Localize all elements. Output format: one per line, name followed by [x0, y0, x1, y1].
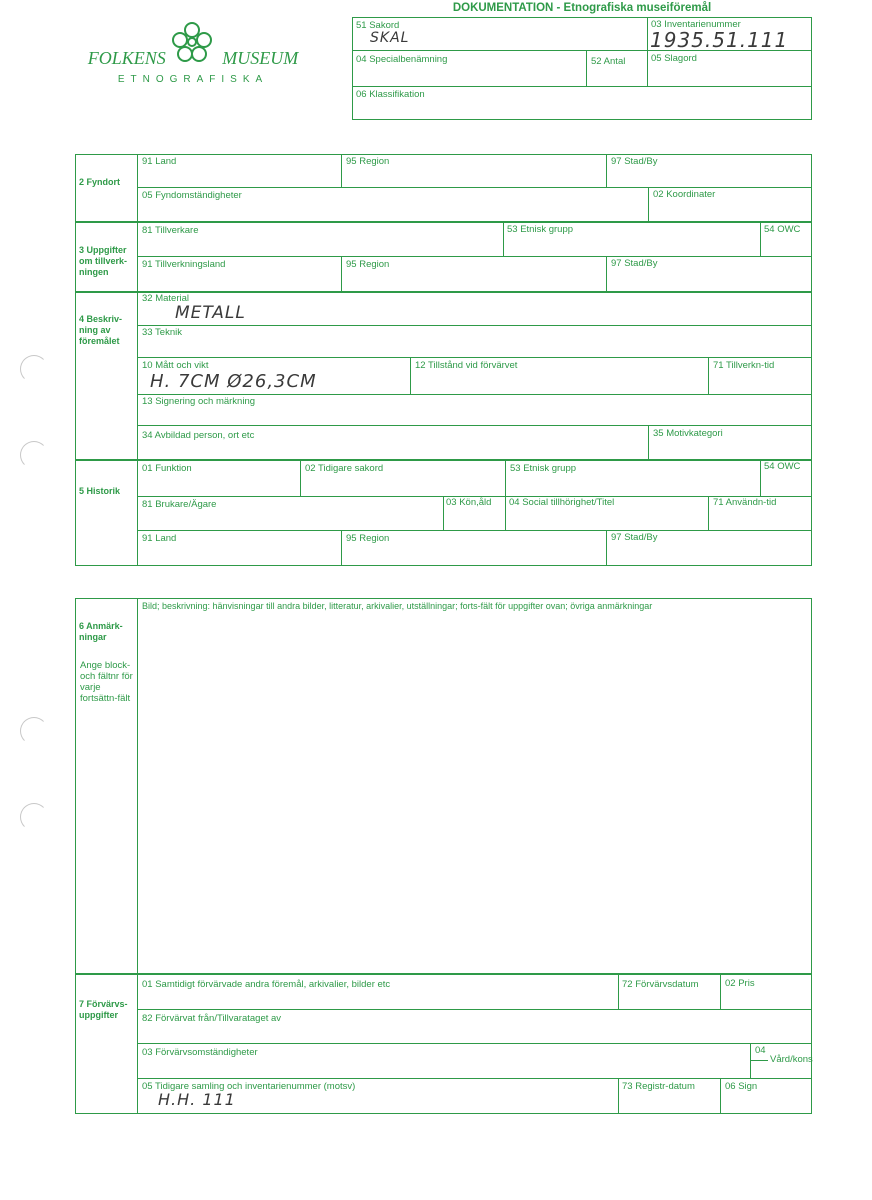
s5-kon-ald: 03 Kön,åld — [446, 497, 492, 508]
s5-owc: 54 OWC — [764, 461, 801, 472]
s3-tillverkningsland: 91 Tillverkningsland — [142, 259, 226, 270]
s5-region: 95 Region — [346, 533, 390, 544]
section-7-title: 7 Förvärvs-uppgifter — [79, 999, 128, 1020]
s7-vard-kons: Vård/kons — [770, 1054, 813, 1065]
s5-funktion: 01 Funktion — [142, 463, 192, 474]
field-04-specialbenamning: 04 Specialbenämning — [356, 54, 448, 65]
section-4-title: 4 Beskriv-ning av föremålet — [79, 314, 123, 346]
s4-matt-och-vikt: 10 Mått och vikt — [142, 360, 209, 371]
field-06-klassifikation: 06 Klassifikation — [356, 89, 425, 100]
punch-hole-mark — [20, 803, 48, 831]
museum-logo — [88, 18, 308, 93]
s2-region: 95 Region — [346, 156, 390, 167]
s6-text: Bild; beskrivning: hänvisningar till andra bilder, litteratur, arkivalier, utställningar; forts-fält för uppgifter ovan; övriga anmärkningar — [142, 601, 653, 611]
field-05-slagord: 05 Slagord — [651, 53, 697, 64]
punch-hole-mark — [20, 355, 48, 383]
s4-avbildad: 34 Avbildad person, ort etc — [142, 430, 255, 441]
s5-social: 04 Social tillhörighet/Titel — [509, 497, 615, 508]
s7-vard-number: 04 — [755, 1045, 766, 1056]
logo-sub: ETNOGRAFISKA — [117, 74, 269, 85]
punch-hole-mark — [20, 717, 48, 745]
s2-koordinater: 02 Koordinater — [653, 189, 716, 200]
s7-tidigare-samling-value: H.H. 111 — [158, 1090, 236, 1109]
s4-tillstand: 12 Tillstånd vid förvärvet — [415, 360, 518, 371]
s7-tidigare-samling: 05 Tidigare samling och inventarienummer (motsv) — [142, 1081, 356, 1092]
s7-samtidigt: 01 Samtidigt förvärvade andra föremål, arkivalier, bilder etc — [142, 979, 391, 990]
s3-stad: 97 Stad/By — [611, 258, 658, 269]
s4-matt-value: H. 7CM Ø26,3CM — [150, 371, 317, 392]
s3-tillverkare: 81 Tillverkare — [142, 225, 199, 236]
s5-brukare: 81 Brukare/Ägare — [142, 499, 217, 510]
s4-material: 32 Material — [142, 293, 189, 304]
s4-signering: 13 Signering och märkning — [142, 396, 256, 407]
s5-anvandn-tid: 71 Användn-tid — [713, 497, 777, 508]
s7-sign: 06 Sign — [725, 1081, 758, 1092]
s6-note: Ange block-och fältnr för varje fortsättn-fält — [80, 660, 133, 704]
section-2-title: 2 Fyndort — [79, 177, 121, 187]
section-5-title: 5 Historik — [79, 486, 121, 496]
punch-hole-mark — [20, 441, 48, 469]
page-title: DOKUMENTATION - Etnografiska museiföremål — [452, 2, 712, 14]
s5-tidigare-sakord: 02 Tidigare sakord — [305, 463, 384, 474]
s7-registr-datum: 73 Registr-datum — [622, 1081, 695, 1092]
section-2-fyndort — [75, 154, 812, 222]
logo-brand: FOLKENS MUSEUM — [87, 48, 299, 68]
s2-land: 91 Land — [142, 156, 177, 167]
field-51-sakord: 51 Sakord — [356, 20, 400, 31]
section-3-title: 3 Uppgifter om tillverk-ningen — [79, 245, 128, 277]
section-6-title: 6 Anmärk-ningar — [79, 621, 123, 642]
s4-motivkategori: 35 Motivkategori — [653, 428, 723, 439]
s5-land: 91 Land — [142, 533, 177, 544]
section-6-anmarkningar — [75, 598, 812, 974]
s3-region: 95 Region — [346, 259, 390, 270]
s7-forvarvat-fran: 82 Förvärvat från/Tillvarataget av — [142, 1013, 282, 1024]
s7-forvarvsdatum: 72 Förvärvsdatum — [622, 979, 699, 990]
s4-material-value: METALL — [175, 303, 246, 323]
s4-tillverkn-tid: 71 Tillverkn-tid — [713, 360, 775, 371]
field-52-antal: 52 Antal — [591, 56, 626, 67]
field-03-value: 1935.51.111 — [650, 28, 789, 52]
s2-stad: 97 Stad/By — [611, 156, 658, 167]
s2-fyndomstandigheter: 05 Fyndomständigheter — [142, 190, 242, 201]
s3-etnisk-grupp: 53 Etnisk grupp — [507, 224, 574, 235]
s4-teknik: 33 Teknik — [142, 327, 182, 338]
field-51-value: SKAL — [370, 30, 410, 46]
s3-owc: 54 OWC — [764, 224, 801, 235]
s5-etnisk-grupp: 53 Etnisk grupp — [510, 463, 577, 474]
s7-pris: 02 Pris — [725, 978, 755, 989]
field-03-inventarienummer: 03 Inventarienummer — [651, 19, 741, 30]
s5-stad: 97 Stad/By — [611, 532, 658, 543]
s7-forvarvsomstandigheter: 03 Förvärvsomständigheter — [142, 1047, 258, 1058]
